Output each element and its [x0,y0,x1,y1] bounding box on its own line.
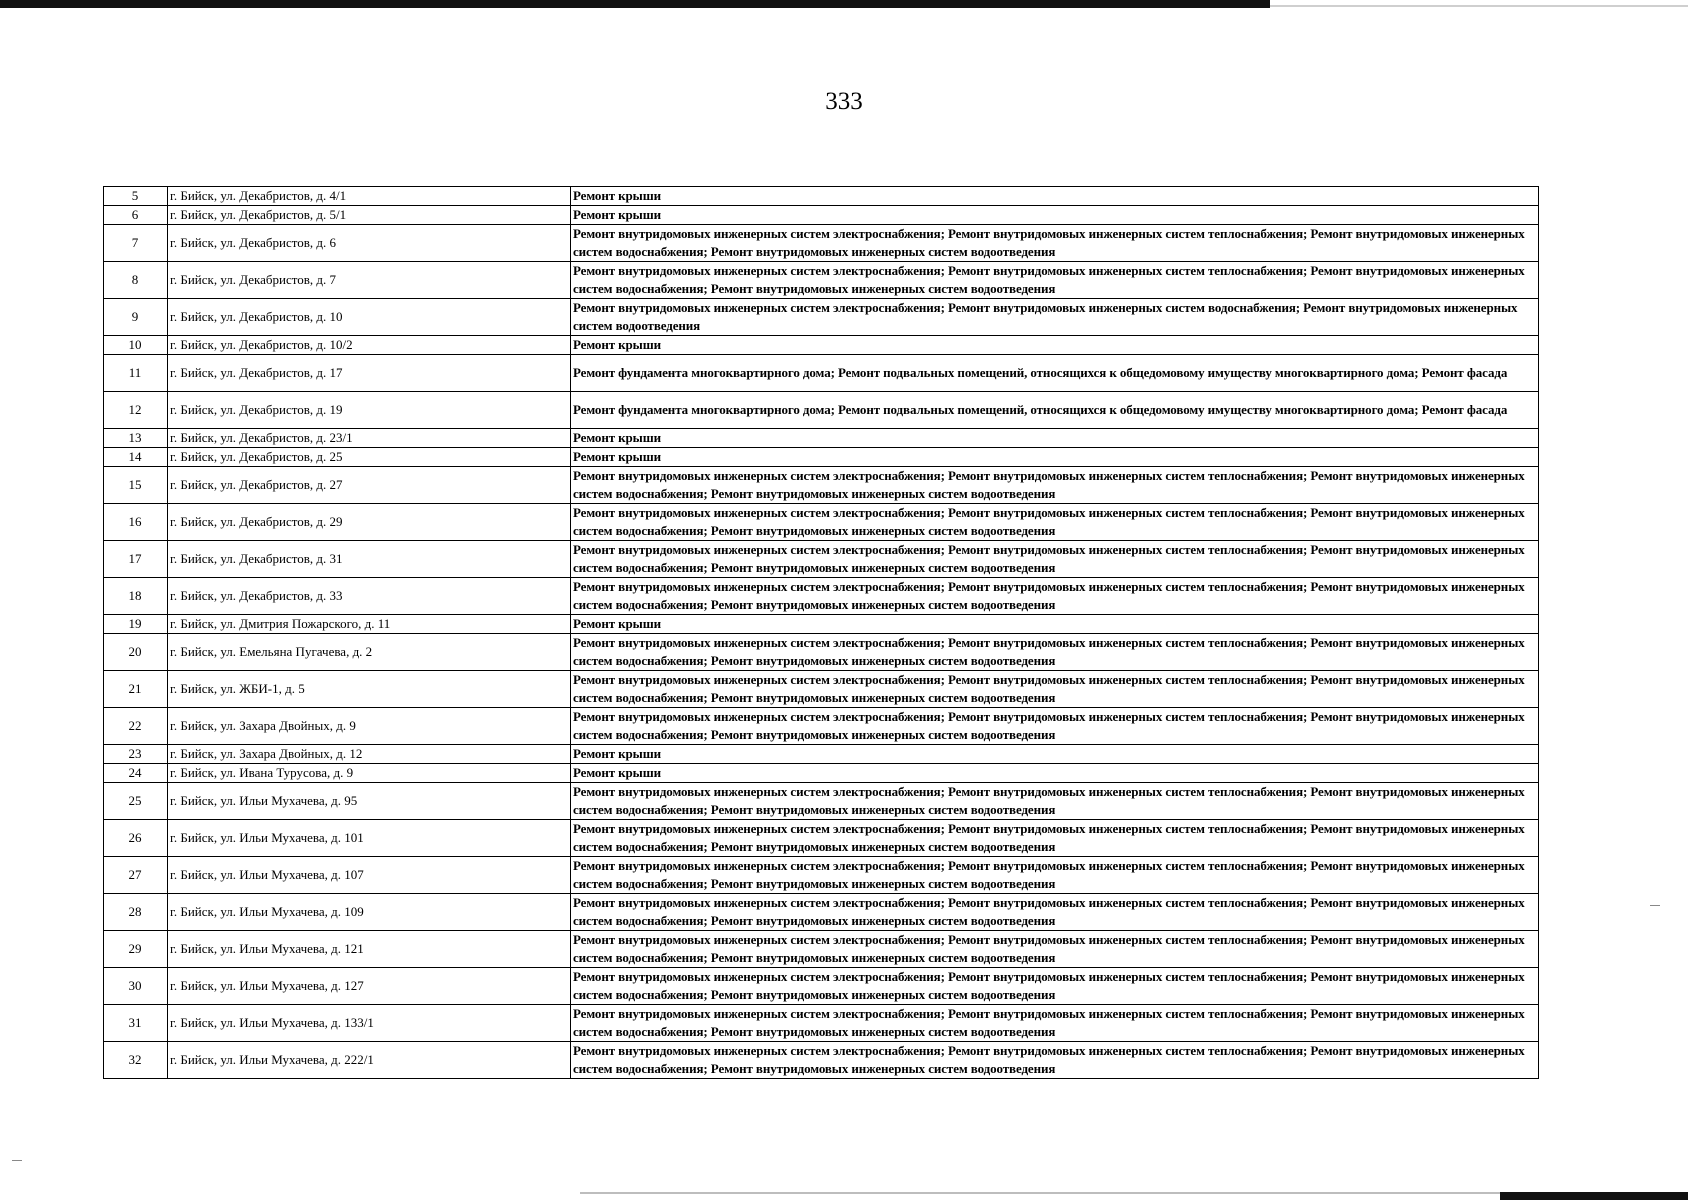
table-row [104,187,1539,206]
work-type-cell: Ремонт внутридомовых инженерных систем электроснабжения; Ремонт внутридомовых инженерных систем теплоснабжения; Ремонт внутридомовых инженерных систем водоснабжения; Ремонт внутридомовых инженерных систем водоотведения [571,671,1539,708]
work-type-cell: Ремонт крыши [571,336,1539,355]
row-number-cell: 20 [104,634,168,671]
table-row [104,894,1539,931]
scan-edge-top [0,0,1270,8]
table-row [104,448,1539,467]
address-cell: г. Бийск, ул. Ильи Мухачева, д. 107 [168,857,571,894]
table-row [104,355,1539,392]
address-cell: г. Бийск, ул. Ивана Турусова, д. 9 [168,764,571,783]
address-cell: г. Бийск, ул. Ильи Мухачева, д. 133/1 [168,1005,571,1042]
row-number-cell: 7 [104,225,168,262]
address-cell: г. Бийск, ул. Декабристов, д. 27 [168,467,571,504]
table-row [104,336,1539,355]
address-cell: г. Бийск, ул. Емельяна Пугачева, д. 2 [168,634,571,671]
table-row [104,1005,1539,1042]
work-type-cell: Ремонт внутридомовых инженерных систем электроснабжения; Ремонт внутридомовых инженерных систем теплоснабжения; Ремонт внутридомовых инженерных систем водоснабжения; Ремонт внутридомовых инженерных систем водоотведения [571,578,1539,615]
row-number-cell: 31 [104,1005,168,1042]
table-row [104,764,1539,783]
repair-works-table [103,186,1539,1079]
table-row [104,783,1539,820]
work-type-cell: Ремонт внутридомовых инженерных систем электроснабжения; Ремонт внутридомовых инженерных систем теплоснабжения; Ремонт внутридомовых инженерных систем водоснабжения; Ремонт внутридомовых инженерных систем водоотведения [571,968,1539,1005]
row-number-cell: 18 [104,578,168,615]
table-row [104,634,1539,671]
address-cell: г. Бийск, ул. Декабристов, д. 10 [168,299,571,336]
row-number-cell: 11 [104,355,168,392]
work-type-cell: Ремонт внутридомовых инженерных систем электроснабжения; Ремонт внутридомовых инженерных систем теплоснабжения; Ремонт внутридомовых инженерных систем водоснабжения; Ремонт внутридомовых инженерных систем водоотведения [571,225,1539,262]
table-row [104,708,1539,745]
table-row [104,504,1539,541]
table-row [104,225,1539,262]
row-number-cell: 29 [104,931,168,968]
work-type-cell: Ремонт крыши [571,448,1539,467]
row-number-cell: 15 [104,467,168,504]
scan-speck [12,1160,22,1161]
row-number-cell: 14 [104,448,168,467]
scan-edge-bottom-line [580,1192,1500,1194]
address-cell: г. Бийск, ул. Декабристов, д. 29 [168,504,571,541]
row-number-cell: 12 [104,392,168,429]
row-number-cell: 10 [104,336,168,355]
address-cell: г. Бийск, ул. Декабристов, д. 23/1 [168,429,571,448]
address-cell: г. Бийск, ул. Дмитрия Пожарского, д. 11 [168,615,571,634]
table-row [104,206,1539,225]
address-cell: г. Бийск, ул. Захара Двойных, д. 9 [168,708,571,745]
table-row [104,857,1539,894]
address-cell: г. Бийск, ул. Декабристов, д. 31 [168,541,571,578]
row-number-cell: 30 [104,968,168,1005]
table-row [104,578,1539,615]
row-number-cell: 26 [104,820,168,857]
row-number-cell: 32 [104,1042,168,1079]
table-row [104,429,1539,448]
table-row [104,671,1539,708]
address-cell: г. Бийск, ул. Декабристов, д. 5/1 [168,206,571,225]
address-cell: г. Бийск, ул. Ильи Мухачева, д. 121 [168,931,571,968]
work-type-cell: Ремонт фундамента многоквартирного дома; Ремонт подвальных помещений, относящихся к общедомовому имуществу многоквартирного дома; Ремонт фасада [571,355,1539,392]
scan-speck [1650,905,1660,906]
table-row [104,615,1539,634]
row-number-cell: 9 [104,299,168,336]
table-row [104,299,1539,336]
address-cell: г. Бийск, ул. Декабристов, д. 7 [168,262,571,299]
work-type-cell: Ремонт внутридомовых инженерных систем электроснабжения; Ремонт внутридомовых инженерных систем теплоснабжения; Ремонт внутридомовых инженерных систем водоснабжения; Ремонт внутридомовых инженерных систем водоотведения [571,467,1539,504]
row-number-cell: 17 [104,541,168,578]
address-cell: г. Бийск, ул. Декабристов, д. 25 [168,448,571,467]
address-cell: г. Бийск, ул. Декабристов, д. 6 [168,225,571,262]
work-type-cell: Ремонт крыши [571,187,1539,206]
work-type-cell: Ремонт крыши [571,745,1539,764]
page-number: 333 [825,88,863,115]
table-row [104,968,1539,1005]
row-number-cell: 27 [104,857,168,894]
work-type-cell: Ремонт внутридомовых инженерных систем электроснабжения; Ремонт внутридомовых инженерных систем теплоснабжения; Ремонт внутридомовых инженерных систем водоснабжения; Ремонт внутридомовых инженерных систем водоотведения [571,1042,1539,1079]
address-cell: г. Бийск, ул. ЖБИ-1, д. 5 [168,671,571,708]
table-row [104,392,1539,429]
work-type-cell: Ремонт внутридомовых инженерных систем электроснабжения; Ремонт внутридомовых инженерных систем водоснабжения; Ремонт внутридомовых инженерных систем водоотведения [571,299,1539,336]
table-row [104,541,1539,578]
row-number-cell: 22 [104,708,168,745]
work-type-cell: Ремонт внутридомовых инженерных систем электроснабжения; Ремонт внутридомовых инженерных систем теплоснабжения; Ремонт внутридомовых инженерных систем водоснабжения; Ремонт внутридомовых инженерных систем водоотведения [571,783,1539,820]
work-type-cell: Ремонт внутридомовых инженерных систем электроснабжения; Ремонт внутридомовых инженерных систем теплоснабжения; Ремонт внутридомовых инженерных систем водоснабжения; Ремонт внутридомовых инженерных систем водоотведения [571,708,1539,745]
address-cell: г. Бийск, ул. Ильи Мухачева, д. 101 [168,820,571,857]
row-number-cell: 8 [104,262,168,299]
address-cell: г. Бийск, ул. Ильи Мухачева, д. 127 [168,968,571,1005]
table-body [104,187,1539,1079]
work-type-cell: Ремонт внутридомовых инженерных систем электроснабжения; Ремонт внутридомовых инженерных систем теплоснабжения; Ремонт внутридомовых инженерных систем водоснабжения; Ремонт внутридомовых инженерных систем водоотведения [571,504,1539,541]
address-cell: г. Бийск, ул. Декабристов, д. 19 [168,392,571,429]
row-number-cell: 6 [104,206,168,225]
table-row [104,467,1539,504]
work-type-cell: Ремонт внутридомовых инженерных систем электроснабжения; Ремонт внутридомовых инженерных систем теплоснабжения; Ремонт внутридомовых инженерных систем водоснабжения; Ремонт внутридомовых инженерных систем водоотведения [571,1005,1539,1042]
row-number-cell: 25 [104,783,168,820]
scan-edge-top-line [1270,5,1688,7]
address-cell: г. Бийск, ул. Декабристов, д. 17 [168,355,571,392]
address-cell: г. Бийск, ул. Декабристов, д. 4/1 [168,187,571,206]
work-type-cell: Ремонт внутридомовых инженерных систем электроснабжения; Ремонт внутридомовых инженерных систем теплоснабжения; Ремонт внутридомовых инженерных систем водоснабжения; Ремонт внутридомовых инженерных систем водоотведения [571,262,1539,299]
table-row [104,931,1539,968]
address-cell: г. Бийск, ул. Декабристов, д. 33 [168,578,571,615]
table-row [104,262,1539,299]
work-type-cell: Ремонт внутридомовых инженерных систем электроснабжения; Ремонт внутридомовых инженерных систем теплоснабжения; Ремонт внутридомовых инженерных систем водоснабжения; Ремонт внутридомовых инженерных систем водоотведения [571,857,1539,894]
scan-edge-bottom [1500,1192,1688,1200]
work-type-cell: Ремонт крыши [571,764,1539,783]
row-number-cell: 19 [104,615,168,634]
address-cell: г. Бийск, ул. Захара Двойных, д. 12 [168,745,571,764]
work-type-cell: Ремонт фундамента многоквартирного дома; Ремонт подвальных помещений, относящихся к общедомовому имуществу многоквартирного дома; Ремонт фасада [571,392,1539,429]
table-row [104,820,1539,857]
work-type-cell: Ремонт внутридомовых инженерных систем электроснабжения; Ремонт внутридомовых инженерных систем теплоснабжения; Ремонт внутридомовых инженерных систем водоснабжения; Ремонт внутридомовых инженерных систем водоотведения [571,634,1539,671]
work-type-cell: Ремонт крыши [571,429,1539,448]
row-number-cell: 13 [104,429,168,448]
work-type-cell: Ремонт внутридомовых инженерных систем электроснабжения; Ремонт внутридомовых инженерных систем теплоснабжения; Ремонт внутридомовых инженерных систем водоснабжения; Ремонт внутридомовых инженерных систем водоотведения [571,931,1539,968]
table-row [104,1042,1539,1079]
table-row [104,745,1539,764]
address-cell: г. Бийск, ул. Декабристов, д. 10/2 [168,336,571,355]
address-cell: г. Бийск, ул. Ильи Мухачева, д. 222/1 [168,1042,571,1079]
row-number-cell: 24 [104,764,168,783]
address-cell: г. Бийск, ул. Ильи Мухачева, д. 95 [168,783,571,820]
row-number-cell: 5 [104,187,168,206]
work-type-cell: Ремонт крыши [571,206,1539,225]
work-type-cell: Ремонт внутридомовых инженерных систем электроснабжения; Ремонт внутридомовых инженерных систем теплоснабжения; Ремонт внутридомовых инженерных систем водоснабжения; Ремонт внутридомовых инженерных систем водоотведения [571,541,1539,578]
row-number-cell: 28 [104,894,168,931]
work-type-cell: Ремонт крыши [571,615,1539,634]
row-number-cell: 23 [104,745,168,764]
row-number-cell: 21 [104,671,168,708]
work-type-cell: Ремонт внутридомовых инженерных систем электроснабжения; Ремонт внутридомовых инженерных систем теплоснабжения; Ремонт внутридомовых инженерных систем водоснабжения; Ремонт внутридомовых инженерных систем водоотведения [571,894,1539,931]
address-cell: г. Бийск, ул. Ильи Мухачева, д. 109 [168,894,571,931]
row-number-cell: 16 [104,504,168,541]
work-type-cell: Ремонт внутридомовых инженерных систем электроснабжения; Ремонт внутридомовых инженерных систем теплоснабжения; Ремонт внутридомовых инженерных систем водоснабжения; Ремонт внутридомовых инженерных систем водоотведения [571,820,1539,857]
